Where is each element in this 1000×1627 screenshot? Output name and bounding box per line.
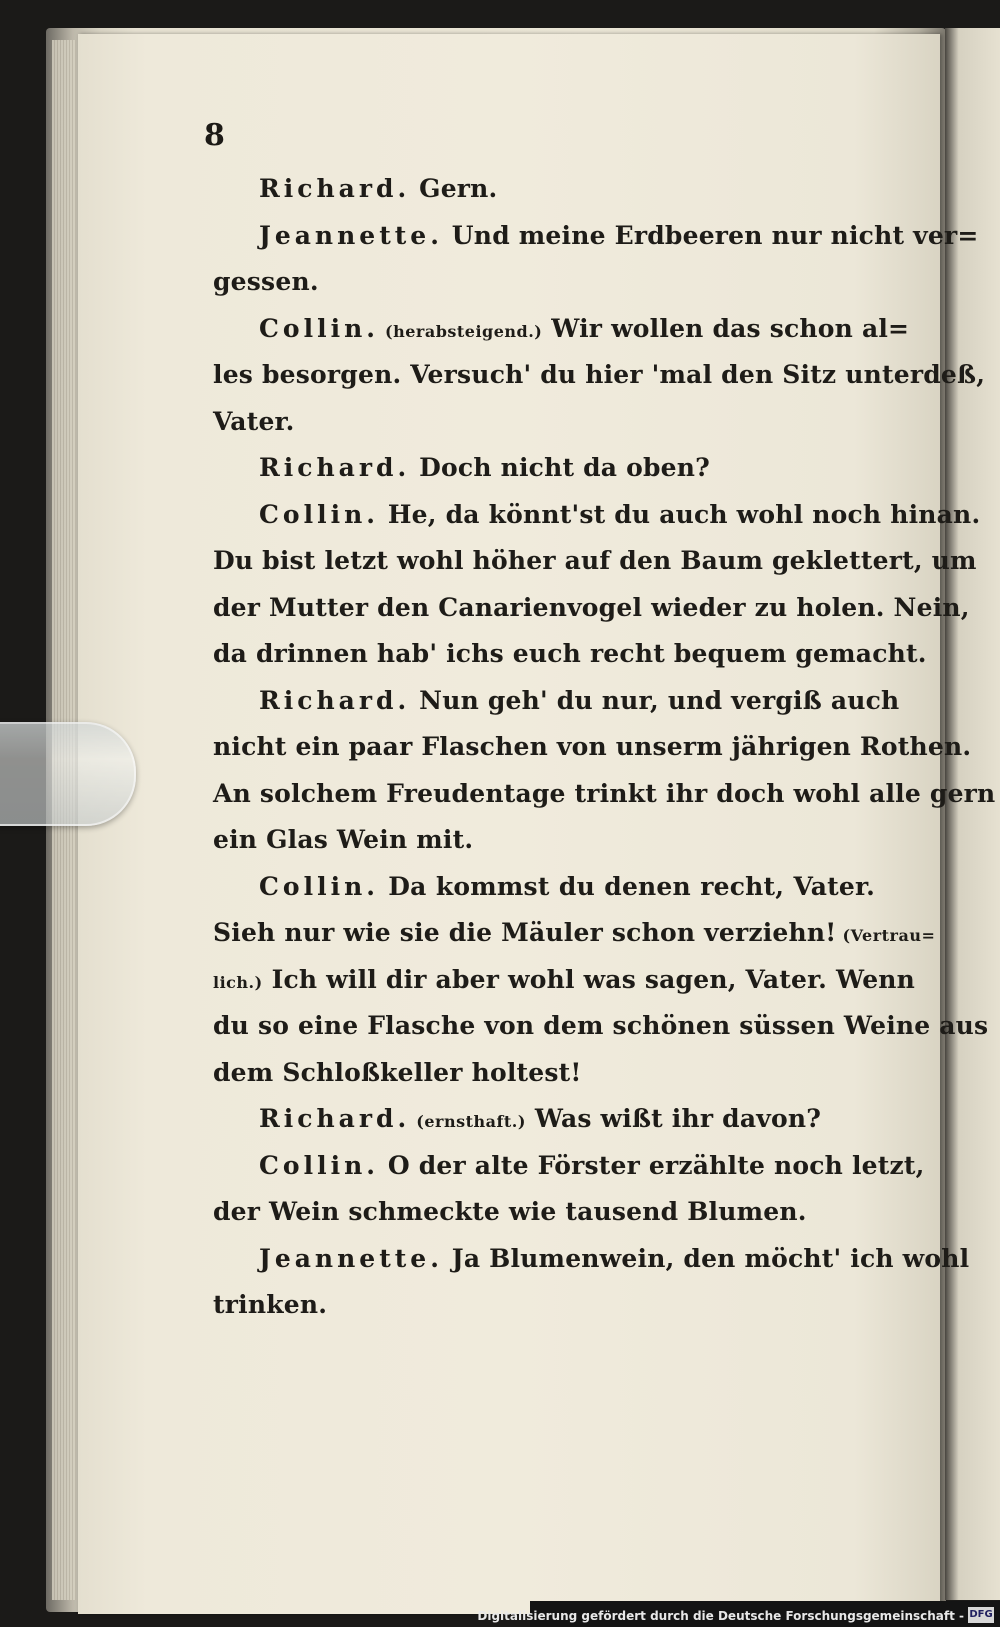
line-text: les besorgen. Versuch' du hier 'mal den Sitz unterdeß, <box>213 360 986 389</box>
text-line <box>213 399 875 446</box>
line-text: Ja Blumenwein, den möcht' ich wohl <box>442 1243 970 1273</box>
line-text: trinken. <box>213 1290 328 1319</box>
line-text: Doch nicht da oben? <box>410 453 710 482</box>
line-text: Nun geh' du nur, und vergiß auch <box>410 685 900 715</box>
line-text: nicht ein paar Flaschen von unserm jährigen Rothen. <box>213 732 972 761</box>
dfg-logo: DFG <box>968 1607 994 1623</box>
text-line <box>213 910 936 957</box>
line-text: gessen. <box>213 267 319 296</box>
line-text: Und meine Erdbeeren nur nicht ver= <box>442 220 979 250</box>
speaker-name: Collin. <box>259 1150 379 1180</box>
line-text: O der alte Förster erzählte noch letzt, <box>378 1150 925 1180</box>
stage-direction: (ernsthaft.) <box>410 1112 526 1131</box>
text-line <box>213 957 916 1004</box>
text-line <box>213 1096 875 1143</box>
text-line <box>213 352 986 399</box>
line-text: Du bist letzt wohl höher auf den Baum geklettert, um <box>213 546 977 575</box>
footer-credit: Digitalisierung gefördert durch die Deutsche Forschungsgemeinschaft - <box>477 1609 964 1623</box>
text-line <box>213 445 875 492</box>
text-line <box>213 259 875 306</box>
text-line <box>213 585 970 632</box>
line-text: Sieh nur wie sie die Mäuler schon verziehn! <box>213 918 837 947</box>
line-text: dem Schloßkeller holtest! <box>213 1057 582 1087</box>
line-text: Ich will dir aber wohl was sagen, Vater. Wenn <box>262 964 916 994</box>
text-line <box>213 817 875 864</box>
line-text: Wir wollen das schon al= <box>542 313 910 343</box>
speaker-name: Collin. <box>259 313 379 343</box>
line-text: An solchem Freudentage trinkt ihr doch wohl alle gern <box>213 778 996 808</box>
line-text: da drinnen hab' ichs euch recht bequem gemacht. <box>213 639 927 668</box>
speaker-name: Richard. <box>259 453 411 482</box>
line-text: Gern. <box>410 174 498 203</box>
line-text: du so eine Flasche von dem schönen süssen Weine aus <box>213 1011 989 1040</box>
speaker-name: Jeannette. <box>259 1243 443 1273</box>
speaker-name: Jeannette. <box>259 220 443 250</box>
stage-direction: lich.) <box>213 972 263 992</box>
text-line <box>213 1050 875 1097</box>
line-text: der Wein schmeckte wie tausend Blumen. <box>213 1197 807 1226</box>
stage-direction: (Vertrau= <box>836 926 936 945</box>
stage-direction: (herabsteigend.) <box>378 321 543 341</box>
text-line <box>213 1282 875 1329</box>
text-line <box>213 1189 875 1236</box>
text-line <box>213 771 996 818</box>
text-line <box>213 492 981 539</box>
line-text: Vater. <box>213 406 295 436</box>
page-number: 8 <box>204 118 225 153</box>
speaker-name: Richard. <box>259 685 411 715</box>
line-text: Was wißt ihr davon? <box>525 1104 822 1133</box>
text-line <box>213 213 979 260</box>
text-line <box>213 538 977 585</box>
line-text: He, da könnt'st du auch wohl noch hinan. <box>378 499 981 529</box>
line-text: Da kommst du denen recht, Vater. <box>378 871 875 901</box>
text-line <box>213 678 900 725</box>
line-text: ein Glas Wein mit. <box>213 825 474 854</box>
text-line <box>213 166 875 213</box>
text-body <box>213 166 996 1329</box>
text-line <box>213 1003 989 1050</box>
speaker-name: Collin. <box>259 871 379 901</box>
text-line <box>213 1143 925 1190</box>
next-page-edge <box>945 28 1000 1600</box>
text-line <box>213 306 910 353</box>
speaker-name: Richard. <box>259 174 411 203</box>
text-line <box>213 1236 970 1283</box>
text-line <box>213 864 875 911</box>
page-clip <box>0 722 136 826</box>
text-line <box>213 724 972 771</box>
speaker-name: Collin. <box>259 499 379 529</box>
line-text: der Mutter den Canarienvogel wieder zu holen. Nein, <box>213 592 970 622</box>
speaker-name: Richard. <box>259 1104 411 1133</box>
text-line <box>213 631 927 678</box>
